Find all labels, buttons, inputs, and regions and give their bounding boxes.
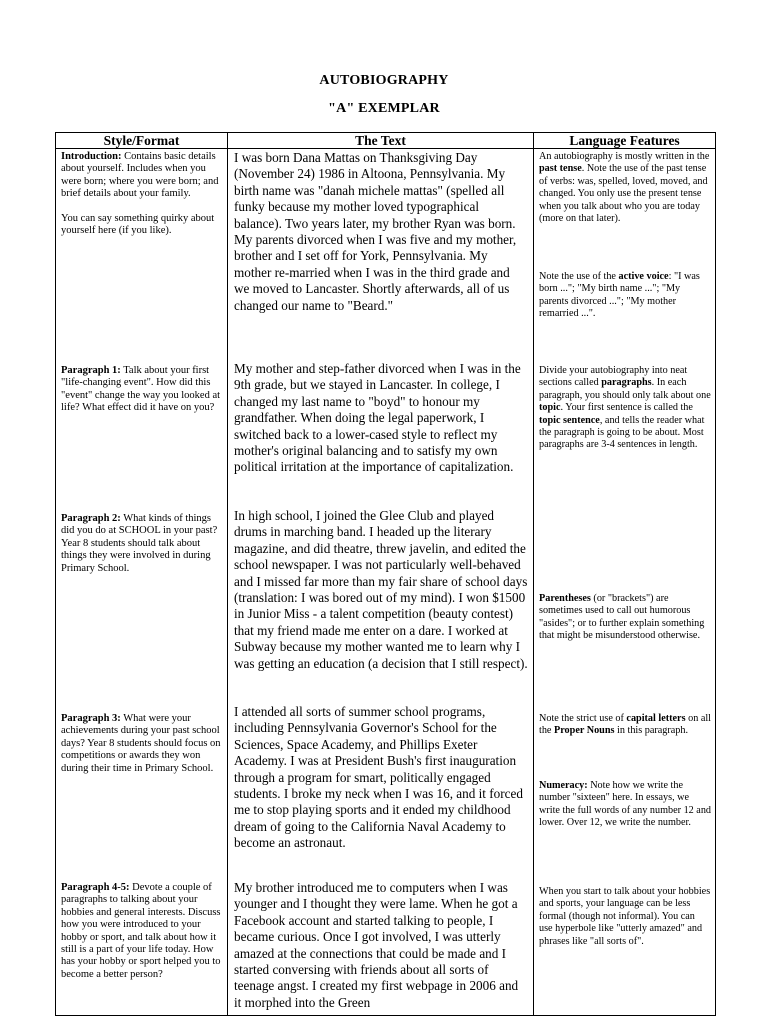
paragraph-1-label: Paragraph 1: [61, 365, 121, 376]
paragraph-4-5-instruction-text: Devote a couple of paragraphs to talking about your hobbies and general interests. Discuss how you were introduced to your hobby or sport, and talk about how it still is a part of your life today. How has your hobby or sport helped you to become a better person? [61, 882, 221, 980]
column-header-language-features: Language Features [534, 133, 716, 149]
paragraph-1-instruction-text: Talk about your first "life-changing event". How did this "event" change the way you looked at life? What effect did it have on you? [61, 365, 221, 414]
table-body-row [56, 149, 716, 1016]
language-features-column [534, 149, 716, 1016]
paragraph-2-instruction-text: What kinds of things did you do at SCHOOL in your past? Year 8 students should talk about things they were involved in during Primary School. [61, 513, 218, 574]
term-active-voice: active voice [618, 271, 669, 282]
text-paragraph-1-body: My mother and step-father divorced when I was in the 9th grade, but we stayed in Lancaster. In college, I changed my last name to "boyd" to honour my grandfather. When doing the legal paperwork, I switched back to a lower-cased style to reflect my mother's original balancing and to satisfy my own political irritation at the importance of capitalization. [234, 361, 521, 475]
document-title: AUTOBIOGRAPHY [319, 73, 449, 88]
column-header-style-format: Style/Format [56, 133, 228, 149]
feature-capital-letters: Note the strict use of capital letters on all the Proper Nouns in this paragraph. [539, 713, 712, 737]
term-parentheses: Parentheses [539, 593, 591, 604]
text-introduction-body: I was born Dana Mattas on Thanksgiving Day (November 24) 1986 in Altoona, Pennsylvania. My birth name was "danah michele mattas" (spelled all funky because my mother loved typographical balance). Two years later, my brother Ryan was born. My parents divorced when I was five and my mother, brother and I set off for York, Pennsylvania. My mother re-married when I was in the third grade and we moved to Lancaster. Shortly afterwards, all of us changed our name to "Beard." [234, 150, 517, 313]
column-header-the-text: The Text [228, 133, 534, 149]
term-capital-letters: capital letters [626, 713, 686, 724]
intro-label: Introduction: [61, 151, 122, 162]
style-format-column [56, 149, 228, 1016]
intro-extra-text: You can say something quirky about yourself here (if you like). [61, 212, 215, 237]
feature-active-voice: Note the use of the active voice: "I was born ..."; "My birth name ..."; "My parents divorced ..."; "My mother remarried ...". [539, 271, 700, 320]
term-topic-sentence: topic sentence [539, 414, 600, 426]
paragraph-2-label: Paragraph 2: [61, 513, 121, 524]
text-paragraph-4-body: My brother introduced me to computers when I was younger and I thought they were lame. When he got a Facebook account and started talking to people, I became curious. Once I got involved, I was utterly amazed at the connections that could be made and I started conversing with friends about all sorts of teenage angst. I created my first webpage in 2006 and it morphed into the Green [234, 880, 519, 1010]
paragraph-4-5-instruction [61, 882, 223, 981]
term-paragraphs: paragraphs [601, 377, 652, 389]
feature-numeracy: Numeracy: Note how we write the number "sixteen" here. In essays, we write the full words of any number 12 and lower. Over 12, we write the number. [539, 780, 712, 829]
table-header-row [56, 133, 716, 149]
text-paragraph-2-body: In high school, I joined the Glee Club and played drums in marching band. I headed up the literary magazine, and did theatre, threw javelin, and edited the school newspaper. I was not particularly well-behaved and I missed far more than my fair share of school days (translation: I was bored out of my mind). I won $1500 in Junior Miss - a talent competition (beauty contest) that my friend made me enter on a dare. I worked at Subway because my mother wanted me to learn why I was getting an education (a decision that I still respect). [234, 508, 528, 671]
feature-paragraphs: Divide your autobiography into neat sections called paragraphs. In each paragraph, you should only talk about one topic. Your first sentence is called the topic sentence, and tells the reader what the paragraph is going to be about. Most paragraphs are 3-4 sentences in length. [539, 365, 711, 451]
text-paragraph-2 [234, 508, 528, 672]
exemplar-table [55, 132, 716, 1016]
term-topic: topic [539, 402, 561, 414]
paragraph-3-instruction-text: What were your achievements during your past school days? Year 8 students should focus on competitions or awards they won during their time in Primary School. [61, 713, 221, 774]
paragraph-2-instruction [61, 513, 223, 575]
document-subtitle: "A" EXEMPLAR [328, 101, 440, 116]
term-proper-nouns: Proper Nouns [554, 725, 615, 737]
intro-instruction [61, 151, 223, 237]
paragraph-1-instruction [61, 365, 223, 415]
feature-parentheses: Parentheses (or "brackets") are sometimes used to call out humorous "asides"; or to further explain something that might be misunderstood otherwise. [539, 593, 705, 642]
the-text-column [228, 149, 534, 1016]
intro-instruction-text: Contains basic details about yourself. Includes when you were born; where you were born; and brief details about your family. [61, 151, 219, 200]
text-introduction [234, 150, 528, 314]
feature-informal-language: When you start to talk about your hobbies and sports, your language can be less formal (though not informal). You can use hyperbole like "utterly amazed" and phrases like "all sorts of". [539, 886, 711, 947]
paragraph-3-label: Paragraph 3: [61, 713, 121, 724]
term-past-tense: past tense [539, 163, 582, 175]
text-paragraph-4 [234, 880, 528, 1011]
paragraph-3-instruction [61, 713, 223, 775]
term-numeracy: Numeracy: [539, 780, 588, 791]
paragraph-4-5-label: Paragraph 4-5: [61, 882, 130, 893]
text-paragraph-3-body: I attended all sorts of summer school programs, including Pennsylvania Governor's School for the Sciences, Space Academy, and Phillips Exeter Academy. I was at President Bush's first inauguration through a program for smart, politically engaged students. I broke my neck when I was 16, and it forced me to stop playing sports and it ended my childhood dream of going to the California Naval Academy to become an astronaut. [234, 704, 523, 851]
text-paragraph-3 [234, 704, 528, 852]
feature-past-tense: An autobiography is mostly written in the past tense. Note the use of the past tense of verbs: was, spelled, loved, moved, and changed. You only use the present tense when you talk about who you are today (more on that later). [539, 151, 710, 225]
text-paragraph-1 [234, 361, 528, 476]
